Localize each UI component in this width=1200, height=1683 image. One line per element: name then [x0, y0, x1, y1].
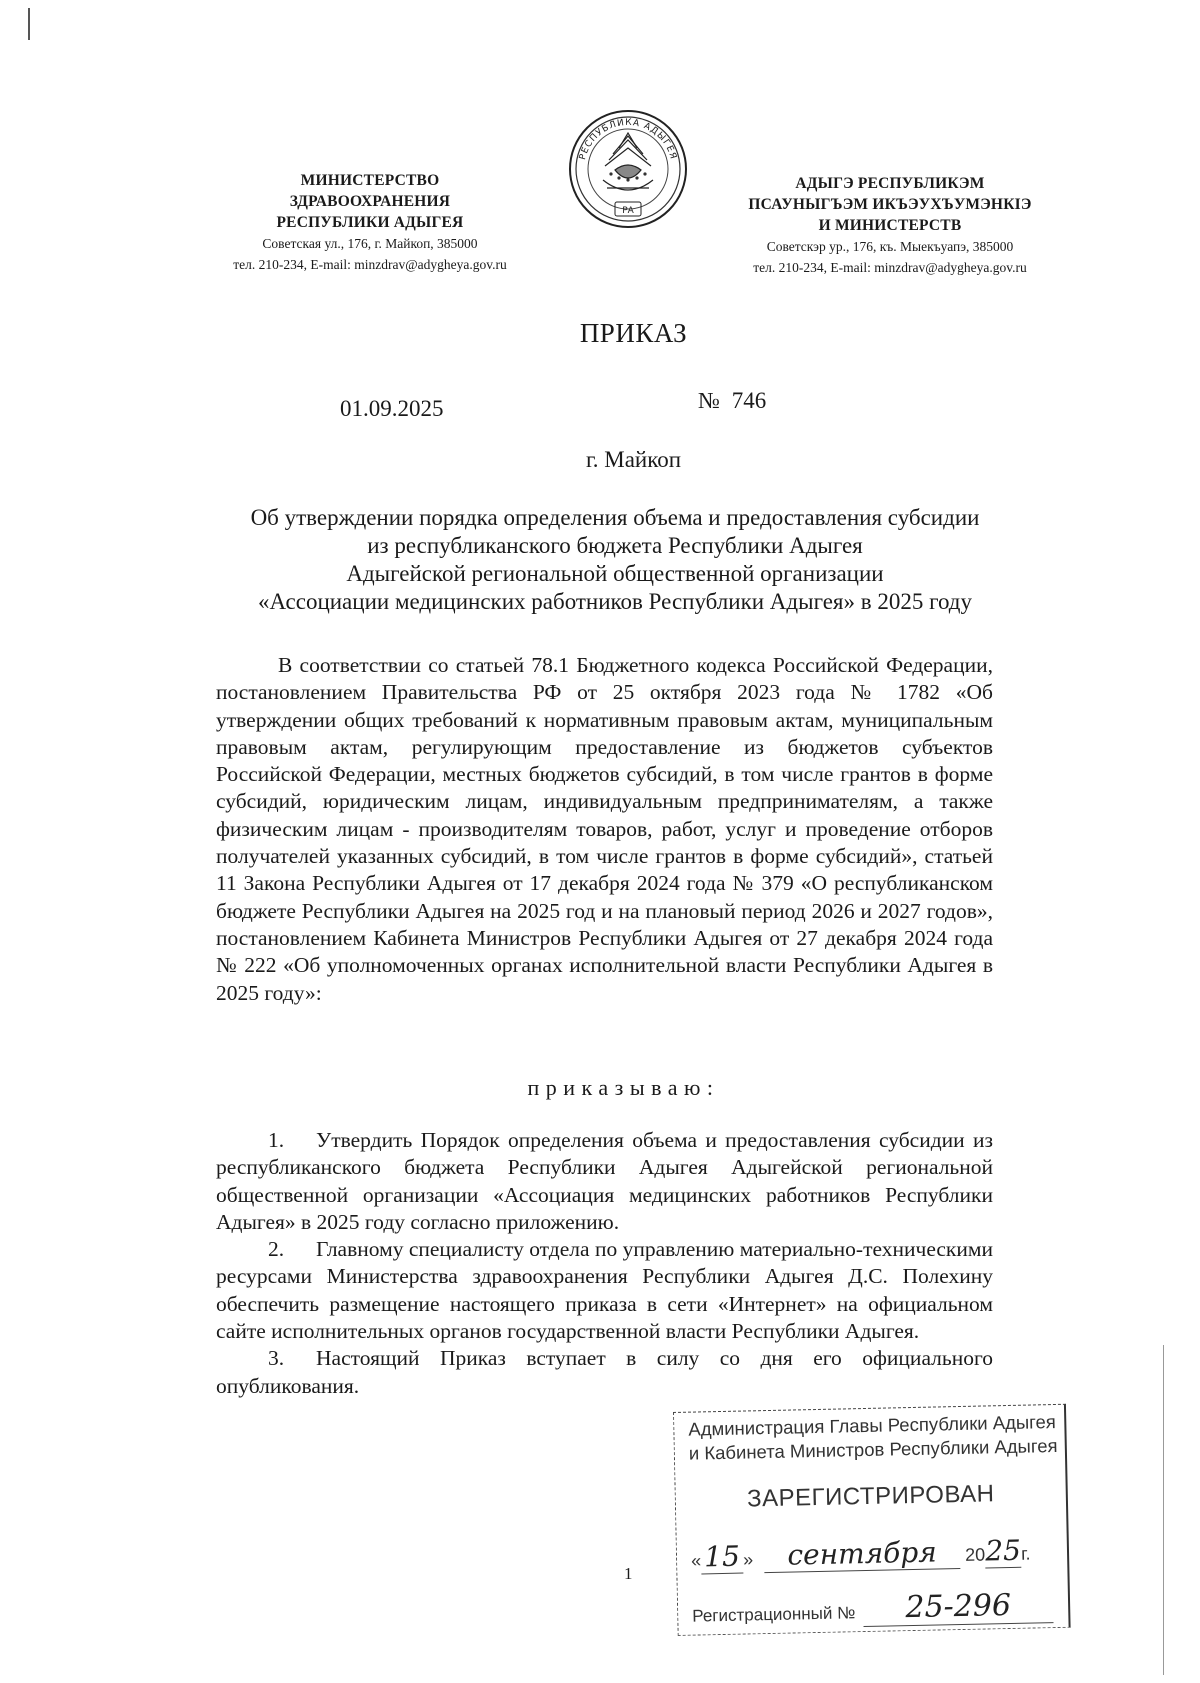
stamp-authority-line: Администрация Главы Республики Адыгея	[688, 1410, 1057, 1440]
subject-line: «Ассоциации медицинских работников Республики Адыгея» в 2025 году	[257, 589, 972, 614]
ministry-header-russian	[180, 170, 560, 275]
stamp-quote-close: »	[742, 1549, 754, 1570]
emblem-bottom-text: РА	[622, 206, 634, 216]
order-items	[216, 1127, 993, 1400]
scan-edge-mark	[28, 8, 30, 40]
org-name-line: МИНИСТЕРСТВО	[300, 172, 440, 189]
stamp-authority-line: и Кабинета Министров Республики Адыгея	[688, 1434, 1058, 1464]
stamp-year-suffix: 25	[984, 1533, 1022, 1568]
registration-stamp	[673, 1404, 1071, 1636]
org-contact: тел. 210-234, E-mail: minzdrav@adygheya.gov.ru	[753, 260, 1027, 275]
order-subject	[190, 504, 1040, 616]
order-date: 01.09.2025	[340, 396, 444, 421]
resolution-word: приказываю:	[527, 1075, 720, 1100]
order-item	[216, 1345, 993, 1400]
stamp-month: сентября	[764, 1535, 961, 1573]
subject-line: Адыгейской региональной общественной организации	[346, 561, 884, 586]
subject-line: Об утверждении порядка определения объема и предоставления субсидии	[250, 505, 980, 530]
subject-line: из республиканского бюджета Республики Адыгея	[367, 533, 863, 558]
scan-edge-mark	[1163, 1345, 1164, 1675]
ministry-header-adyghe	[700, 173, 1080, 278]
org-contact: тел. 210-234, E-mail: minzdrav@adygheya.gov.ru	[233, 257, 507, 272]
stamp-reg-number: 25-296	[863, 1587, 1054, 1627]
stamp-day: 15	[701, 1540, 744, 1575]
org-name-line: РЕСПУБЛИКИ АДЫГЕЯ	[276, 214, 464, 231]
item-number: 1.	[268, 1128, 285, 1152]
item-text: Главному специалисту отдела по управлению материально-техническими ресурсами Министерства здравоохранения Республики Адыгея Д.С. Полехину обеспечить размещение настоящего приказа в сети «Интернет» на официальном сайте исполнительных органов государственной власти Республики Адыгея.	[216, 1237, 993, 1344]
item-text: Утвердить Порядок определения объема и предоставления субсидии из республиканского бюджета Республики Адыгея Адыгейской региональной общественной организации «Ассоциация медицинских работников Республики Адыгея» в 2025 году согласно приложению.	[216, 1128, 993, 1234]
item-text: Настоящий Приказ вступает в силу со дня его официального опубликования.	[216, 1346, 993, 1398]
stamp-year-unit: г.	[1020, 1543, 1031, 1564]
org-name-line: АДЫГЭ РЕСПУБЛИКЭМ	[795, 175, 985, 192]
order-item	[216, 1236, 993, 1345]
item-number: 3.	[268, 1346, 285, 1371]
stamp-quote-open: «	[690, 1550, 702, 1571]
stamp-year-prefix: 20	[964, 1544, 986, 1565]
org-address: Советская ул., 176, г. Майкоп, 385000	[262, 236, 478, 251]
item-number: 2.	[268, 1237, 285, 1262]
adygea-coat-of-arms-icon	[567, 108, 689, 230]
stamp-registration	[692, 1587, 1054, 1631]
stamp-status: ЗАРЕГИСТРИРОВАН	[746, 1480, 995, 1513]
order-item	[216, 1127, 993, 1236]
order-number: № 746	[698, 388, 767, 413]
org-name-line: ПСАУНЫГЪЭМ ИКЪЭУХЪУМЭНКIЭ	[748, 196, 1032, 213]
document-title: ПРИКАЗ	[579, 318, 688, 348]
page-number: 1	[624, 1564, 633, 1583]
org-name-line: И МИНИСТЕРСТВ	[818, 217, 962, 234]
emblem-text: РЕСПУБЛИКА АДЫГЕЯ	[578, 117, 679, 162]
stamp-reg-label: Регистрационный №	[692, 1603, 856, 1626]
org-address: Советскэр ур., 176, къ. Мыекъуапэ, 385000	[766, 239, 1014, 254]
org-name-line: ЗДРАВООХРАНЕНИЯ	[289, 193, 451, 210]
preamble-paragraph: В соответствии со статьей 78.1 Бюджетного кодекса Российской Федерации, постановлением Правительства РФ от 25 октября 2023 года № 1782 «Об утверждении общих требований к нормативным правовым актам, муниципальным правовым актам, регулирующим предоставление из бюджетов субъектов Российской Федерации, местных бюджетов субсидий, в том числе грантов в форме субсидий, юридическим лицам, индивидуальным предпринимателям, а также физическим лицам - производителям товаров, работ, услуг и проведение отборов получателей указанных субсидий, в том числе грантов в форме субсидий», статьей 11 Закона Республики Адыгея от 17 декабря 2024 года № 379 «О республиканском бюджете Республики Адыгея на 2025 год и на плановый период 2026 и 2027 годов», постановлением Кабинета Министров Республики Адыгея от 27 декабря 2024 года № 222 «Об уполномоченных органах исполнительной власти Республики Адыгея в 2025 году»:	[216, 653, 993, 1005]
order-city: г. Майкоп	[585, 447, 682, 472]
stamp-date	[691, 1534, 1031, 1575]
